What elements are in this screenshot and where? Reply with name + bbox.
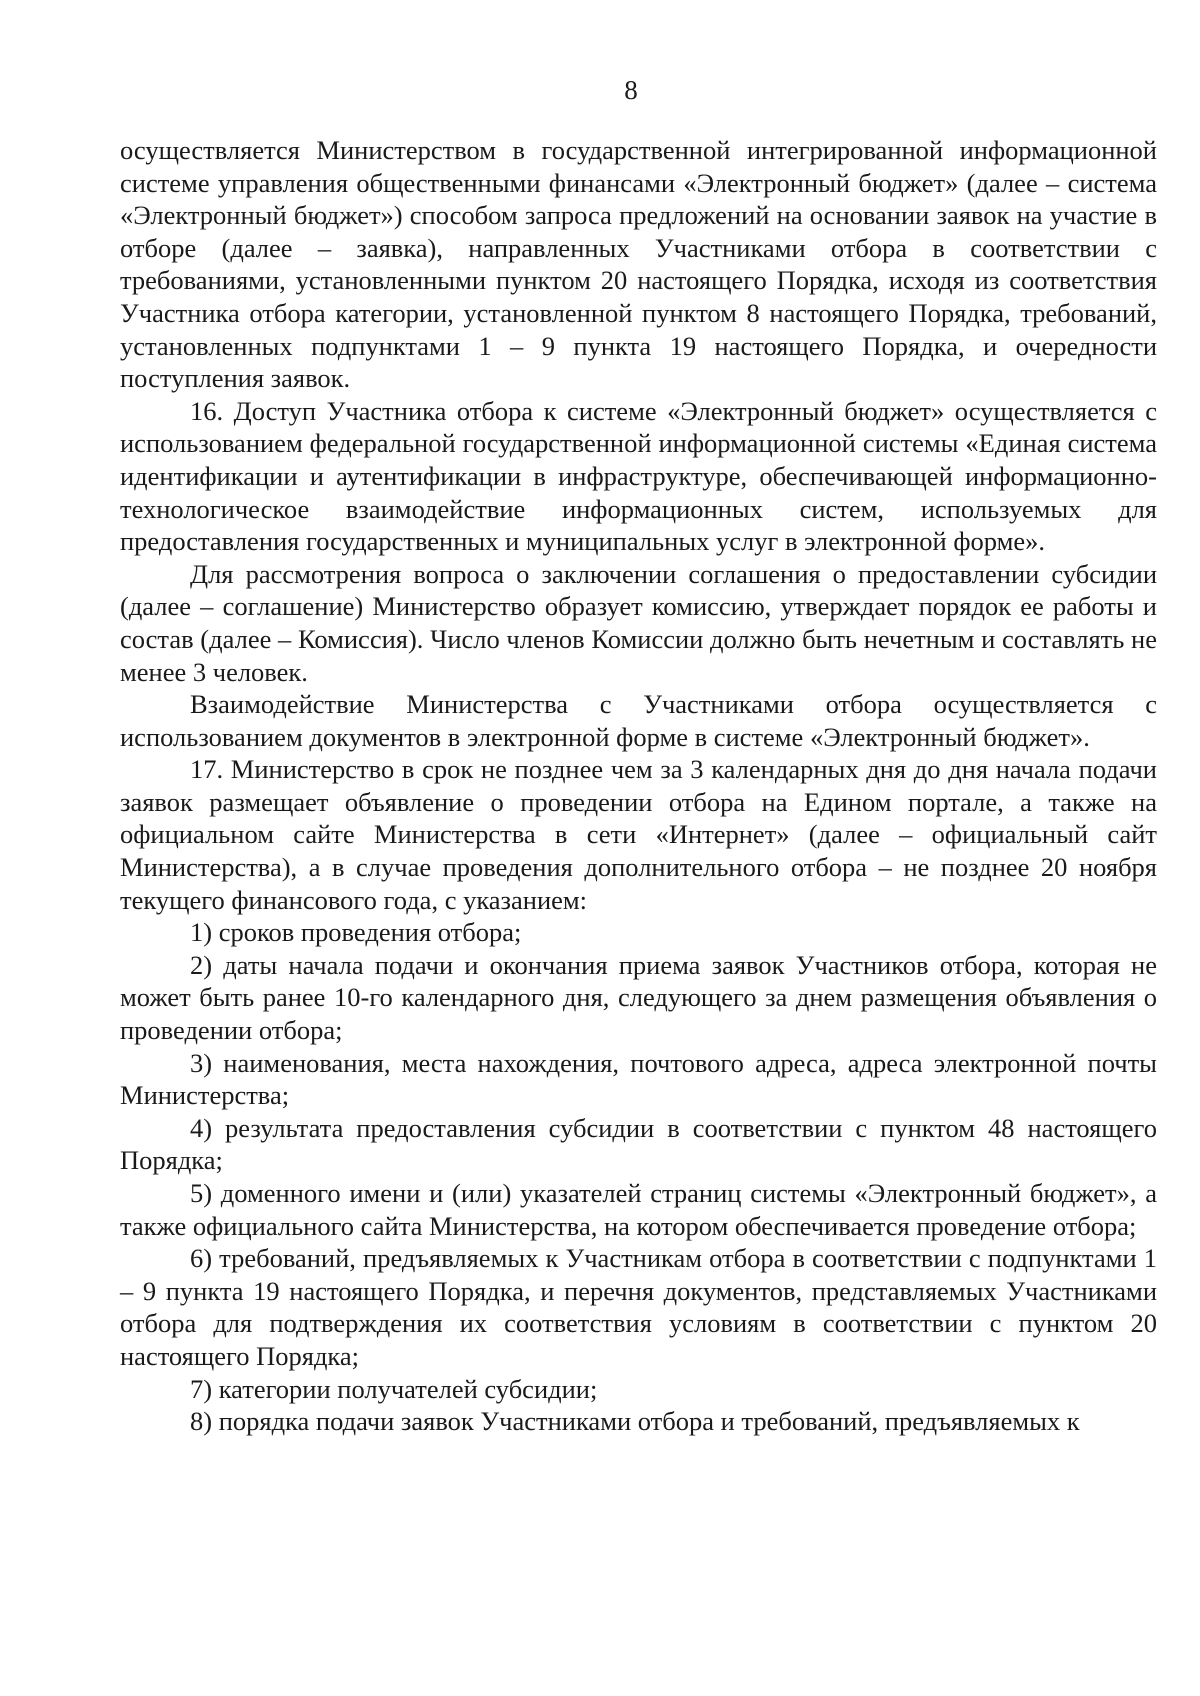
paragraph-item-16: 16. Доступ Участника отбора к системе «Электронный бюджет» осуществляется с использованием федеральной государственной информационной системы «Единая система идентификации и аутентификации в инфраструктуре, обеспечивающей информационно-технологическое взаимодействие информационных систем, используемых для предоставления государственных и муниципальных услуг в электронной форме». <box>120 395 1157 557</box>
list-item-6: 6) требований, предъявляемых к Участникам отбора в соответствии с подпунктами 1 – 9 пункта 19 настоящего Порядка, и перечня документов, представляемых Участниками отбора для подтверждения их соответствия условиям в соответствии с пунктом 20 настоящего Порядка; <box>120 1243 1157 1371</box>
document-body <box>120 134 1157 1438</box>
list-item-3: 3) наименования, места нахождения, почтового адреса, адреса электронной почты Министерства; <box>120 1047 1157 1111</box>
paragraph-continuation: осуществляется Министерством в государственной интегрированной информационной системе управления общественными финансами «Электронный бюджет» (далее – система «Электронный бюджет») способом запроса предложений на основании заявок на участие в отборе (далее – заявка), направленных Участниками отбора в соответствии с требованиями, установленными пунктом 20 настоящего Порядка, исходя из соответствия Участника отбора категории, установленной пунктом 8 настоящего Порядка, требований, установленных подпунктами 1 – 9 пункта 19 настоящего Порядка, и очередности поступления заявок. <box>120 135 1157 394</box>
list-item-4: 4) результата предоставления субсидии в соответствии с пунктом 48 настоящего Порядка; <box>120 1112 1157 1176</box>
list-item-1: 1) сроков проведения отбора; <box>190 917 522 948</box>
list-item-2: 2) даты начала подачи и окончания приема заявок Участников отбора, которая не может быть ранее 10-го календарного дня, следующего за днем размещения объявления о проведении отбора; <box>120 949 1157 1046</box>
paragraph-commission: Для рассмотрения вопроса о заключении соглашения о предоставлении субсидии (далее – соглашение) Министерство образует комиссию, утверждает порядок ее работы и состав (далее – Комиссия). Число членов Комиссии должно быть нечетным и составлять не менее 3 человек. <box>120 558 1157 687</box>
list-item-8: 8) порядка подачи заявок Участниками отбора и требований, предъявляемых к <box>190 1406 1080 1437</box>
list-item-7: 7) категории получателей субсидии; <box>190 1373 598 1404</box>
paragraph-interaction: Взаимодействие Министерства с Участниками отбора осуществляется с использованием документов в электронной форме в системе «Электронный бюджет». <box>120 689 1157 752</box>
page-number: 8 <box>624 75 638 105</box>
list-item-5: 5) доменного имени и (или) указателей страниц системы «Электронный бюджет», а также официального сайта Министерства, на котором обеспечивается проведение отбора; <box>120 1178 1157 1241</box>
paragraph-item-17: 17. Министерство в срок не позднее чем за 3 календарных дня до дня начала подачи заявок размещает объявление о проведении отбора на Едином портале, а также на официальном сайте Министерства в сети «Интернет» (далее – официальный сайт Министерства), а в случае проведения дополнительного отбора – не позднее 20 ноября текущего финансового года, с указанием: <box>120 754 1157 915</box>
